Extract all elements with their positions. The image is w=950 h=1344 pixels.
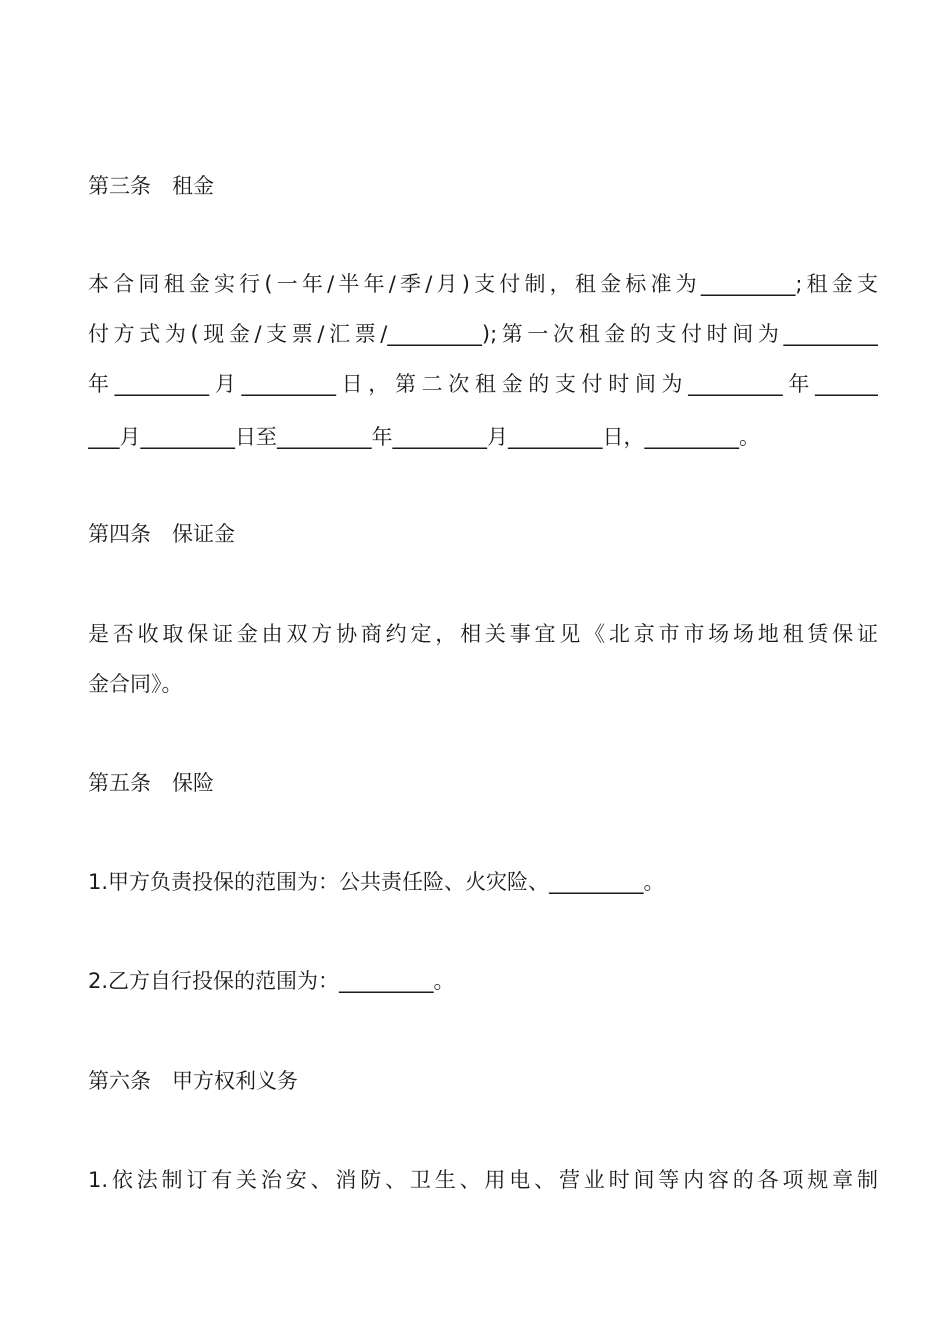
heading-article-5: 第五条 保险 — [88, 771, 214, 795]
party-a-item-1: 1.依法制订有关治安、消防、卫生、用电、营业时间等内容的各项规章制 — [88, 1168, 878, 1192]
heading-article-6: 第六条 甲方权利义务 — [88, 1069, 298, 1093]
rent-line-3: 年_________月_________日，第二次租金的支付时间为_________年______ — [88, 372, 878, 396]
rent-line-1: 本合同租金实行(一年/半年/季/月)支付制，租金标准为_________;租金支 — [88, 272, 878, 296]
heading-article-4: 第四条 保证金 — [88, 522, 235, 546]
insurance-item-2: 2.乙方自行投保的范围为：_________。 — [88, 969, 455, 993]
rent-line-2: 付方式为(现金/支票/汇票/_________);第一次租金的支付时间为_________ — [88, 322, 878, 346]
deposit-line-1: 是否收取保证金由双方协商约定，相关事宜见《北京市市场场地租赁保证 — [88, 622, 878, 646]
heading-article-3: 第三条 租金 — [88, 174, 214, 198]
insurance-item-1: 1.甲方负责投保的范围为：公共责任险、火灾险、_________。 — [88, 870, 665, 894]
rent-line-4: ___月_________日至_________年_________月_________日，_________。 — [88, 425, 760, 449]
deposit-line-2: 金合同》。 — [88, 672, 183, 696]
